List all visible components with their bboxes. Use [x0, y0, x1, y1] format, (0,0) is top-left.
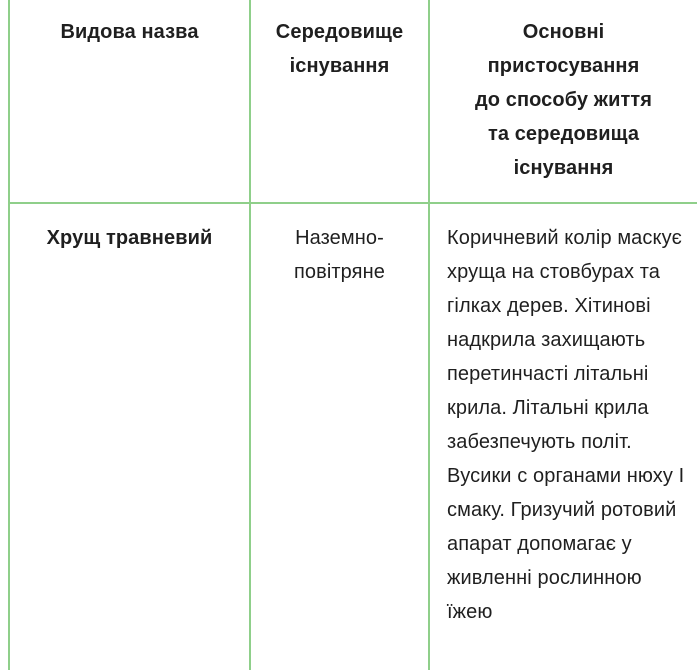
header-species-name: Видова назва: [60, 21, 199, 43]
table-header-divider: [8, 202, 697, 204]
header-habitat: Середовище існування: [275, 21, 404, 77]
table-border-left: [8, 0, 10, 670]
cell-habitat: Наземно-повітряне: [294, 227, 385, 283]
table-column-divider-1: [249, 0, 251, 670]
cell-species-name: Хрущ травневий: [46, 227, 213, 249]
cell-adaptations: Коричневий колір маскує хруща на стовбурах та гілках дерев. Хітинові надкрила захищають перетинчасті літальні крила. Літальні крила забезпечують політ. Вусики с органами нюху І смаку. Гризучий ротовий апарат допомагає у живленні рослинною їжею: [447, 227, 685, 623]
header-adaptations: Основні пристосування до способу життя та середовища існування: [474, 21, 653, 179]
